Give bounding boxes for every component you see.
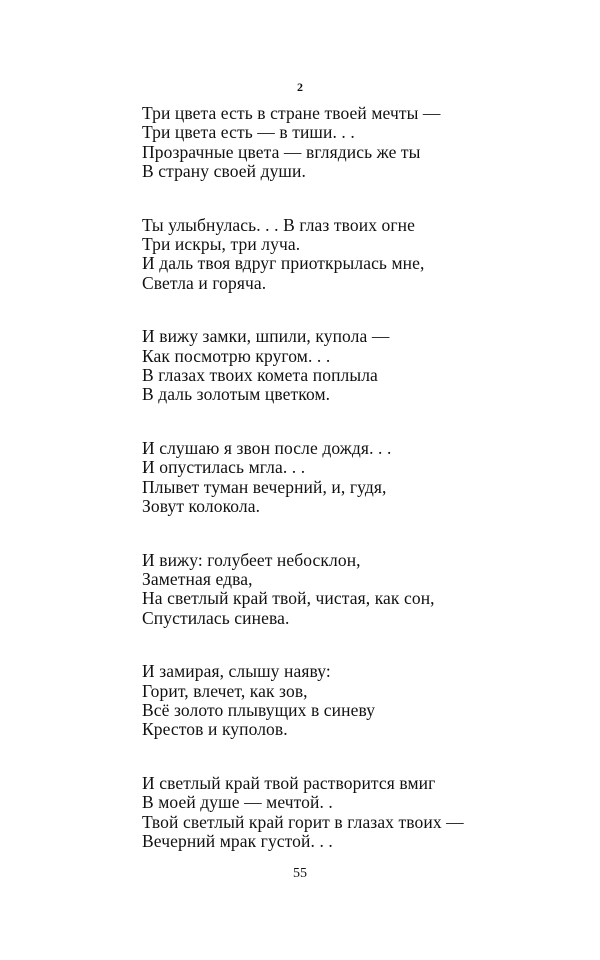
poem-line: Зовут колокола.	[142, 496, 261, 517]
poem	[142, 104, 582, 885]
poem-line: Спустилась синева.	[142, 607, 290, 628]
stanza	[142, 662, 582, 740]
poem-line: И вижу замки, шпили, купола —	[142, 326, 390, 347]
poem-line: Всё золото плывущих в синеву	[142, 699, 376, 720]
stanza	[142, 216, 582, 294]
poem-line: И опустилась мгла. . .	[142, 457, 306, 478]
poem-line: Крестов и куполов.	[142, 719, 288, 740]
poem-line: Горит, влечет, как зов,	[142, 680, 308, 701]
poem-line: Ты улыбнулась. . . В глаз твоих огне	[142, 214, 415, 235]
stanza	[142, 439, 582, 517]
poem-line: И вижу: голубеет небосклон,	[142, 549, 361, 570]
poem-line: Три цвета есть — в тиши. . .	[142, 122, 355, 143]
poem-line: Прозрачные цвета — вглядись же ты	[142, 141, 421, 162]
poem-line: Вечерний мрак густой. . .	[142, 830, 333, 851]
poem-line: Три цвета есть в стране твоей мечты —	[142, 103, 441, 123]
poem-line: В даль золотым цветком.	[142, 384, 331, 405]
poem-line: На светлый край твой, чистая, как сон,	[142, 588, 435, 609]
poem-line: Плывет туман вечерний, и, гудя,	[142, 476, 387, 497]
stanza	[142, 774, 582, 852]
poem-line: Заметная едва,	[142, 568, 253, 589]
page-number: 55	[293, 866, 307, 881]
poem-line: В страну своей души.	[142, 161, 306, 182]
poem-line: В моей душе — мечтой. .	[142, 792, 333, 813]
stanza	[142, 104, 582, 182]
poem-line: И слушаю я звон после дождя. . .	[142, 437, 392, 458]
poem-line: Три искры, три луча.	[142, 234, 301, 255]
poem-line: И даль твоя вдруг приоткрылась мне,	[142, 253, 425, 274]
stanza	[142, 327, 582, 405]
poem-line: Твой светлый край горит в глазах твоих —	[142, 811, 464, 832]
stanza	[142, 551, 582, 629]
section-number: 2	[297, 80, 303, 94]
poem-line: Светла и горяча.	[142, 272, 267, 293]
poem-line: И светлый край твой растворится вмиг	[142, 772, 436, 793]
poem-line: Как посмотрю кругом. . .	[142, 345, 331, 366]
poem-line: И замирая, слышу наяву:	[142, 661, 331, 682]
poem-line: В глазах твоих комета поплыла	[142, 365, 378, 386]
